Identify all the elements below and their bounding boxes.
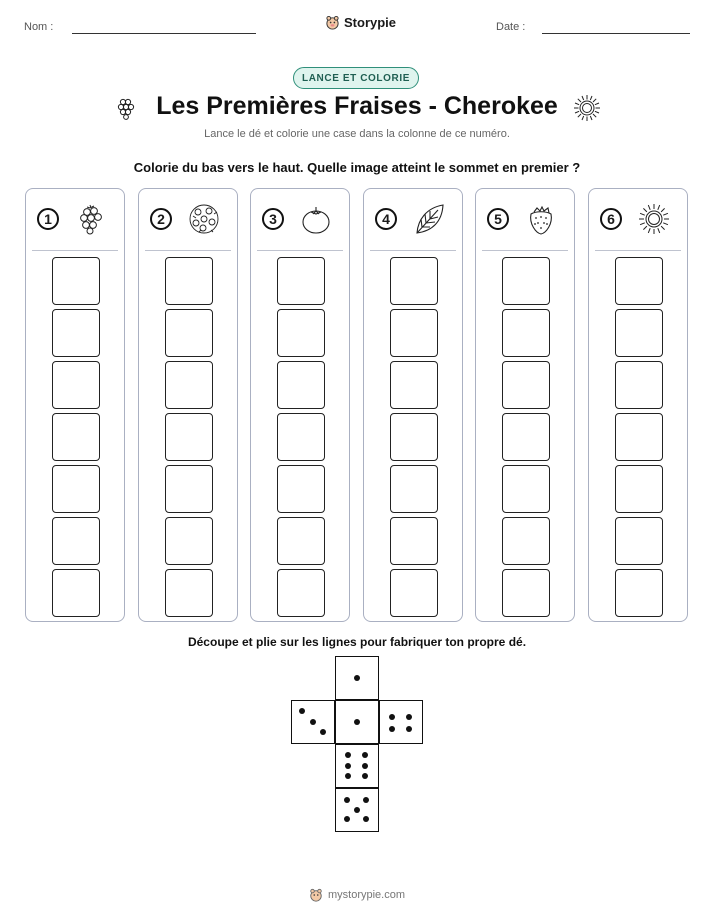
date-label: Date : [496,21,526,33]
dice-pip [406,726,412,732]
tomato-icon [299,202,333,236]
column-number: 5 [487,208,509,230]
column-1 [25,188,125,622]
column-header [364,189,462,251]
dice-pip [345,752,351,758]
dice-pip [344,797,350,803]
footer [0,888,714,902]
column-6 [588,188,688,622]
column-number: 3 [262,208,284,230]
strawberry-icon [524,202,558,236]
column-header [251,189,349,251]
sun-title-icon [573,94,601,122]
color-cell[interactable] [390,465,438,513]
page-title: Les Premières Fraises - Cherokee [156,92,558,120]
column-divider [482,250,568,251]
color-cell[interactable] [502,257,550,305]
color-cell[interactable] [52,309,100,357]
dice-pip [362,763,368,769]
column-number: 6 [600,208,622,230]
game-instruction: Colorie du bas vers le haut. Quelle image atteint le sommet en premier ? [133,160,581,175]
dice-face-1 [335,700,379,744]
color-cell[interactable] [390,569,438,617]
color-cell[interactable] [502,309,550,357]
column-header [26,189,124,251]
color-cell[interactable] [52,257,100,305]
column-header [139,189,237,251]
sun-icon [637,202,671,236]
color-cell[interactable] [390,413,438,461]
column-4 [363,188,463,622]
color-cell[interactable] [165,465,213,513]
column-divider [145,250,231,251]
dice-pip [362,752,368,758]
column-number: 1 [37,208,59,230]
column-divider [32,250,118,251]
column-header [589,189,687,251]
color-cell[interactable] [165,309,213,357]
brand-name: Storypie [344,15,397,30]
dice-pip [354,807,360,813]
dice-pip [344,816,350,822]
color-cell[interactable] [502,517,550,565]
color-cell[interactable] [277,413,325,461]
flower-bush-icon [187,202,221,236]
name-label: Nom : [24,21,54,33]
dice-pip [299,708,305,714]
dice-pip [406,714,412,720]
dice-face-6 [335,744,379,788]
dice-pip [310,719,316,725]
page-subtitle: Lance le dé et colorie une case dans la colonne de ce numéro. [204,128,510,140]
color-cell[interactable] [615,569,663,617]
dice-pip [389,714,395,720]
color-cell[interactable] [615,413,663,461]
dice-pip [362,773,368,779]
storypie-mascot-icon [325,15,340,30]
dice-face-5 [335,788,379,832]
dice-face-3 [291,700,335,744]
color-cell[interactable] [615,257,663,305]
column-header [476,189,574,251]
color-cell[interactable] [277,569,325,617]
color-cell[interactable] [502,569,550,617]
color-cell[interactable] [502,465,550,513]
dice-instruction: Découpe et plie sur les lignes pour fabriquer ton propre dé. [187,635,527,649]
column-3 [250,188,350,622]
color-cell[interactable] [277,309,325,357]
leaf-icon [412,202,446,236]
activity-badge: LANCE ET COLORIE [293,67,419,89]
color-cell[interactable] [52,569,100,617]
color-cell[interactable] [52,413,100,461]
raspberry-icon [74,202,108,236]
color-cell[interactable] [390,257,438,305]
color-cell[interactable] [615,465,663,513]
color-cell[interactable] [502,361,550,409]
column-2 [138,188,238,622]
dice-pip [354,719,360,725]
color-cell[interactable] [165,517,213,565]
column-divider [370,250,456,251]
color-cell[interactable] [277,465,325,513]
storypie-mascot-icon [309,888,323,902]
date-line[interactable] [542,33,690,34]
dice-pip [345,773,351,779]
color-cell[interactable] [52,465,100,513]
column-divider [257,250,343,251]
column-5 [475,188,575,622]
column-divider [595,250,681,251]
column-number: 2 [150,208,172,230]
color-cell[interactable] [277,257,325,305]
dice-pip [363,797,369,803]
color-cell[interactable] [615,361,663,409]
color-cell[interactable] [277,361,325,409]
dice-pip [363,816,369,822]
footer-url[interactable]: mystorypie.com [327,889,406,901]
dice-pip [345,763,351,769]
dice-face-1 [335,656,379,700]
dice-face-4 [379,700,423,744]
color-cell[interactable] [615,309,663,357]
color-cell[interactable] [52,517,100,565]
color-cell[interactable] [165,361,213,409]
color-cell[interactable] [165,257,213,305]
column-number: 4 [375,208,397,230]
dice-pip [389,726,395,732]
color-cell[interactable] [165,569,213,617]
color-cell[interactable] [390,361,438,409]
color-cell[interactable] [52,361,100,409]
color-cell[interactable] [165,413,213,461]
dice-pip [320,729,326,735]
name-line[interactable] [72,33,256,34]
color-cell[interactable] [390,517,438,565]
dice-pip [354,675,360,681]
color-cell[interactable] [390,309,438,357]
brand-logo [325,15,396,30]
color-cell[interactable] [502,413,550,461]
color-cell[interactable] [277,517,325,565]
color-cell[interactable] [615,517,663,565]
